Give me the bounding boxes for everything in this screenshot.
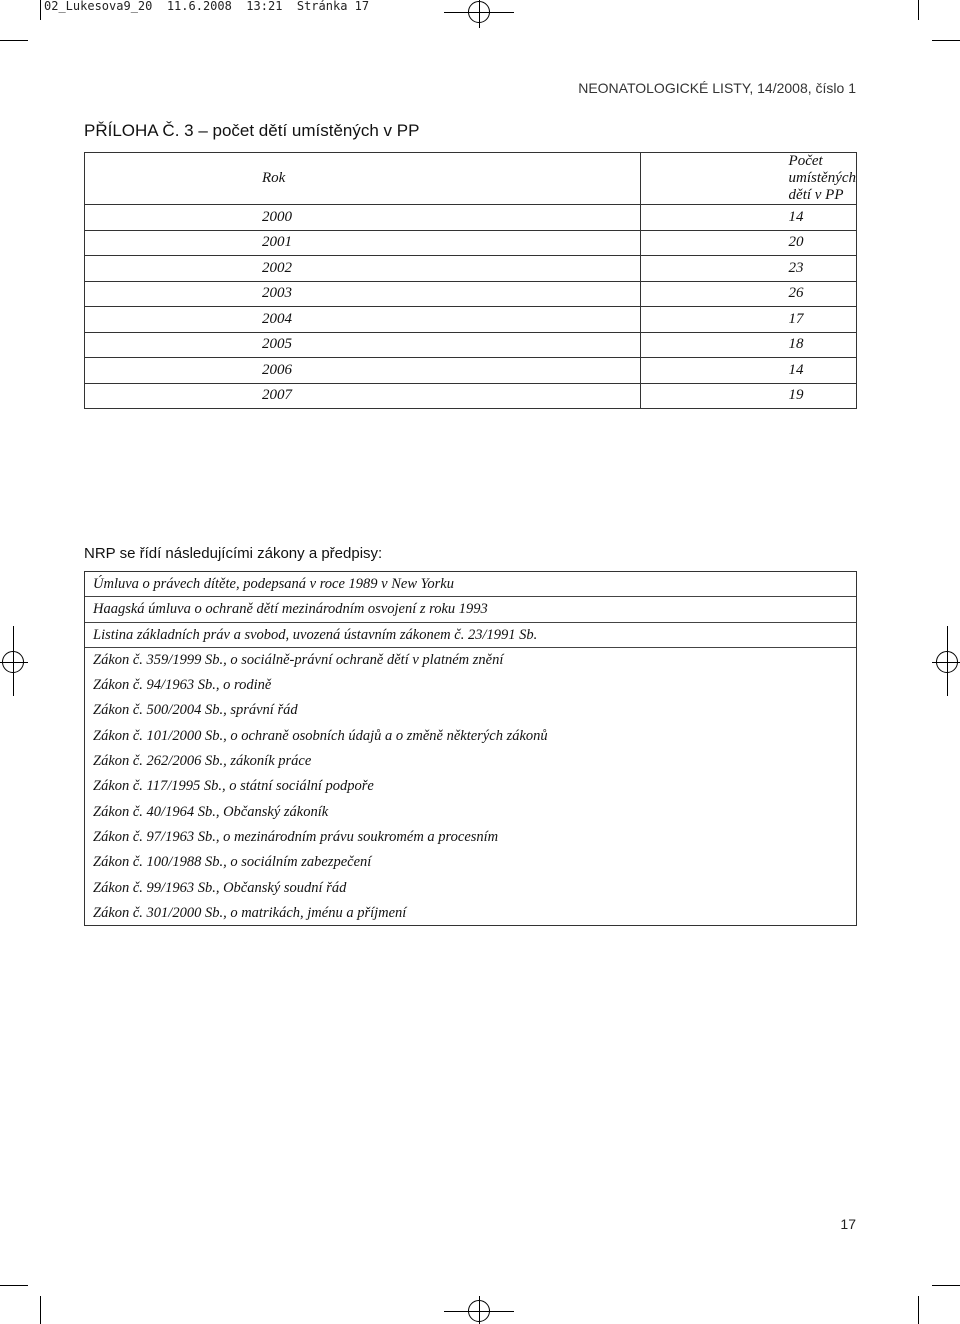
print-slug: 02_Lukesova9_20 11.6.2008 13:21 Stránka 17 [44, 0, 370, 13]
crop-mark [918, 1296, 919, 1324]
crop-mark [0, 40, 28, 41]
year-cell: 2005 [85, 332, 641, 358]
count-cell: 19 [640, 383, 856, 409]
year-cell: 2002 [85, 256, 641, 282]
table-row [85, 281, 857, 307]
year-cell: 2007 [85, 383, 641, 409]
column-header-year: Rok [85, 153, 641, 205]
appendix-heading: PŘÍLOHA Č. 3 – počet dětí umístěných v PP [84, 121, 420, 140]
crop-mark [40, 0, 41, 20]
count-cell: 18 [640, 332, 856, 358]
law-item: Zákon č. 40/1964 Sb., Občanský zákoník [93, 803, 329, 820]
law-item: Zákon č. 100/1988 Sb., o sociálním zabezpečení [93, 854, 372, 871]
law-item: Zákon č. 99/1963 Sb., Občanský soudní řád [93, 879, 347, 896]
crop-mark [932, 1285, 960, 1286]
crop-mark [918, 0, 919, 20]
law-item: Zákon č. 262/2006 Sb., zákoník práce [93, 753, 312, 770]
law-item: Zákon č. 117/1995 Sb., o státní sociální podpoře [93, 778, 374, 795]
journal-header: NEONATOLOGICKÉ LISTY, 14/2008, číslo 1 [578, 80, 856, 96]
law-item: Zákon č. 301/2000 Sb., o matrikách, jménu a příjmení [93, 904, 407, 921]
crop-mark [0, 1285, 28, 1286]
law-item: Zákon č. 359/1999 Sb., o sociálně-právní ochraně dětí v platném znění [93, 651, 504, 668]
table-header-row [85, 153, 857, 205]
law-item: Zákon č. 101/2000 Sb., o ochraně osobních údajů a o změně některých zákonů [93, 727, 548, 744]
table-row [85, 230, 857, 256]
crop-mark [40, 1296, 41, 1324]
year-cell: 2004 [85, 307, 641, 333]
count-cell: 14 [640, 205, 856, 231]
column-header-count: Počet umístěných dětí v PP [640, 153, 856, 205]
law-item: Listina základních práv a svobod, uvozená ústavním zákonem č. 23/1991 Sb. [85, 623, 856, 648]
year-cell: 2006 [85, 358, 641, 384]
law-item: Úmluva o právech dítěte, podepsaná v roce 1989 v New Yorku [85, 572, 856, 597]
table-row [85, 205, 857, 231]
table-row [85, 256, 857, 282]
placement-count-table [84, 152, 857, 409]
count-cell: 26 [640, 281, 856, 307]
year-cell: 2000 [85, 205, 641, 231]
count-cell: 14 [640, 358, 856, 384]
table-row [85, 383, 857, 409]
law-item: Haagská úmluva o ochraně dětí mezinárodním osvojení z roku 1993 [85, 597, 856, 622]
laws-section-title: NRP se řídí následujícími zákony a předpisy: [84, 545, 383, 562]
table-row [85, 332, 857, 358]
law-item: Zákon č. 500/2004 Sb., správní řád [93, 702, 298, 719]
page-number: 17 [840, 1216, 856, 1232]
law-item: Zákon č. 94/1963 Sb., o rodině [93, 677, 272, 694]
laws-list [84, 571, 857, 926]
year-cell: 2003 [85, 281, 641, 307]
table-row [85, 358, 857, 384]
law-item: Zákon č. 97/1963 Sb., o mezinárodním právu soukromém a procesním [93, 828, 499, 845]
count-cell: 20 [640, 230, 856, 256]
year-cell: 2001 [85, 230, 641, 256]
crop-mark [932, 40, 960, 41]
count-cell: 23 [640, 256, 856, 282]
table-row [85, 307, 857, 333]
count-cell: 17 [640, 307, 856, 333]
